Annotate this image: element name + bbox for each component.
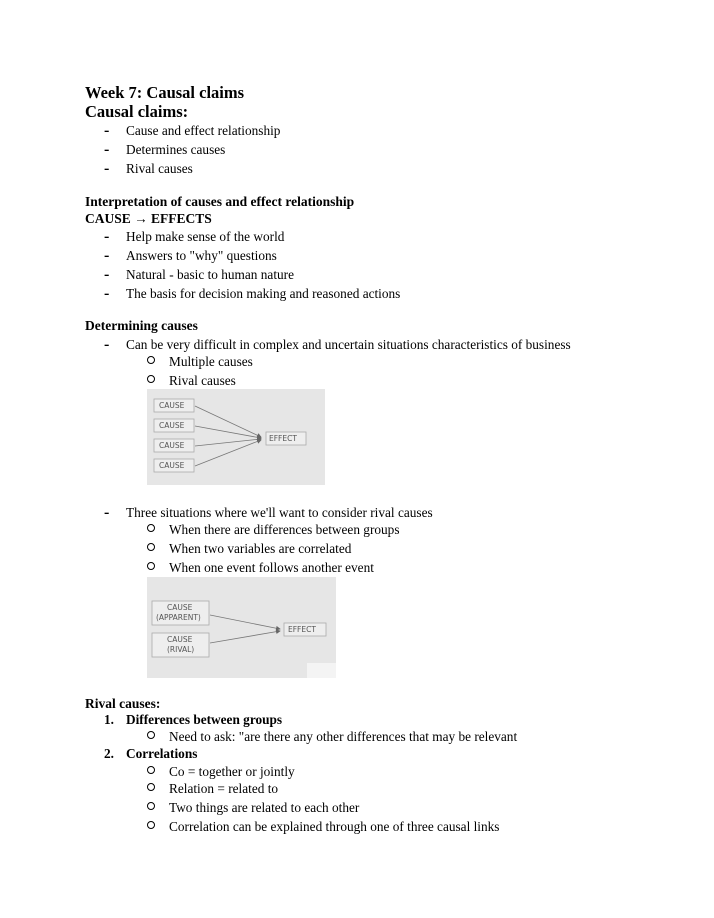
list-item: Correlations xyxy=(126,746,198,761)
list-item: Help make sense of the world xyxy=(126,229,285,244)
diagram-cause-label: (APPARENT) xyxy=(156,613,201,622)
list-item: Cause and effect relationship xyxy=(126,123,281,138)
circle-bullet-icon xyxy=(147,562,155,570)
diagram-cause-label: CAUSE xyxy=(159,461,185,470)
list-item: Need to ask: "are there any other differences that may be relevant xyxy=(169,729,518,744)
diagram-cause-label: CAUSE xyxy=(159,441,185,450)
list-item: Correlation can be explained through one of three causal links xyxy=(169,819,500,834)
list-item: Rival causes xyxy=(169,373,236,388)
diagram-cause-label: CAUSE xyxy=(159,401,185,410)
dash-bullet-icon: - xyxy=(104,285,110,302)
multiple-causes-diagram xyxy=(147,389,325,485)
dash-bullet-icon: - xyxy=(104,228,110,245)
diagram-cause-label: CAUSE xyxy=(159,421,185,430)
list-item: Answers to "why" questions xyxy=(126,248,277,263)
circle-bullet-icon xyxy=(147,356,155,364)
rival-cause-diagram xyxy=(147,577,336,678)
dash-bullet-icon: - xyxy=(104,160,110,177)
diagram-cause-label: (RIVAL) xyxy=(167,645,195,654)
page-title: Week 7: Causal claims xyxy=(85,83,245,102)
list-item: Can be very difficult in complex and uncertain situations characteristics of business xyxy=(126,337,571,352)
circle-bullet-icon xyxy=(147,524,155,532)
list-item: Determines causes xyxy=(126,142,226,157)
diagram-effect-label: EFFECT xyxy=(269,434,297,443)
list-item: Differences between groups xyxy=(126,712,283,727)
list-number: 2. xyxy=(104,746,114,761)
list-number: 1. xyxy=(104,712,114,727)
circle-bullet-icon xyxy=(147,375,155,383)
cause-label: CAUSE xyxy=(85,211,131,226)
dash-bullet-icon: - xyxy=(104,122,110,139)
list-item: Multiple causes xyxy=(169,354,253,369)
circle-bullet-icon xyxy=(147,731,155,739)
list-item: Co = together or jointly xyxy=(169,764,295,779)
section-heading-causal-claims: Causal claims: xyxy=(85,102,189,121)
dash-bullet-icon: - xyxy=(104,504,110,521)
section-heading-interpretation: Interpretation of causes and effect relationship xyxy=(85,194,355,209)
list-item: Rival causes xyxy=(126,161,193,176)
diagram-cause-label: CAUSE xyxy=(167,635,193,644)
list-item: Relation = related to xyxy=(169,781,279,796)
effects-label: EFFECTS xyxy=(151,211,212,226)
list-item: Three situations where we'll want to consider rival causes xyxy=(126,505,433,520)
dash-bullet-icon: - xyxy=(104,336,110,353)
circle-bullet-icon xyxy=(147,766,155,774)
list-item: When two variables are correlated xyxy=(169,541,352,556)
section-heading-determining-causes: Determining causes xyxy=(85,318,198,333)
dash-bullet-icon: - xyxy=(104,141,110,158)
circle-bullet-icon xyxy=(147,821,155,829)
section-heading-rival-causes: Rival causes: xyxy=(85,696,161,711)
list-item: The basis for decision making and reasoned actions xyxy=(126,286,401,301)
circle-bullet-icon xyxy=(147,543,155,551)
circle-bullet-icon xyxy=(147,802,155,810)
dash-bullet-icon: - xyxy=(104,266,110,283)
circle-bullet-icon xyxy=(147,783,155,791)
cause-effects-subheading xyxy=(85,210,212,227)
diagram-effect-label: EFFECT xyxy=(288,625,316,634)
right-arrow-icon: → xyxy=(134,211,148,226)
list-item: When one event follows another event xyxy=(169,560,374,575)
list-item: Natural - basic to human nature xyxy=(126,267,294,282)
dash-bullet-icon: - xyxy=(104,247,110,264)
list-item: When there are differences between groups xyxy=(169,522,400,537)
diagram-cause-label: CAUSE xyxy=(167,603,193,612)
list-item: Two things are related to each other xyxy=(169,800,360,815)
